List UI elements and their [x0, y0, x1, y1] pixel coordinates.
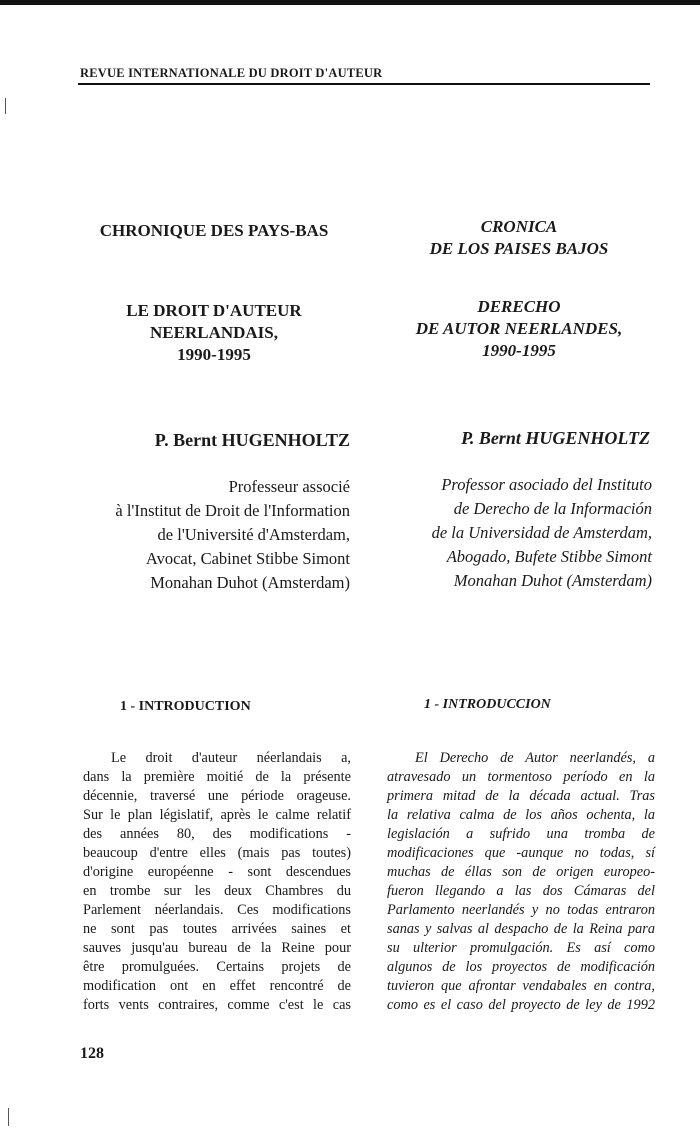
body-line: legislación a sufrido una tromba de	[387, 826, 655, 842]
article-title-fr-line: 1990-1995	[177, 345, 251, 364]
body-line: muchas de éllas son de origen europeo-	[387, 864, 655, 880]
page-number: 128	[80, 1045, 104, 1062]
affiliation-line: Avocat, Cabinet Stibbe Simont	[145, 549, 350, 568]
body-line: Parlamento neerlandés y no todas entraron	[387, 902, 655, 918]
affiliation-line: de Derecho de la Información	[453, 499, 652, 518]
affiliation-line: Monahan Duhot (Amsterdam)	[453, 571, 652, 590]
article-title-fr	[78, 300, 350, 366]
body-line: la relativa calma de los años ochenta, la	[387, 807, 655, 823]
body-line: Parlement néerlandais. Ces modifications	[83, 902, 351, 918]
affiliation-line: Professeur associé	[228, 477, 350, 496]
left-margin-mark-top	[5, 98, 6, 114]
article-title-fr-line: NEERLANDAIS,	[150, 323, 278, 342]
body-line: El Derecho de Autor neerlandés, a	[415, 750, 655, 766]
running-header: REVUE INTERNATIONALE DU DROIT D'AUTEUR	[80, 66, 383, 80]
affiliation-line: Monahan Duhot (Amsterdam)	[150, 573, 350, 592]
body-line: Sur le plan législatif, après le calme relatif	[83, 807, 351, 823]
body-line: su ulterior promulgación. Es así como	[387, 940, 655, 956]
body-line: d'origine européenne - sont descendues	[83, 864, 351, 880]
body-line: Le droit d'auteur néerlandais a,	[111, 750, 351, 766]
chronicle-title-es	[388, 216, 650, 260]
author-name-es: P. Bernt HUGENHOLTZ	[461, 428, 650, 448]
body-line: algunos de los proyectos de modificación	[387, 959, 655, 975]
left-margin-mark-bottom	[8, 1108, 9, 1126]
author-affiliation-fr	[40, 475, 350, 595]
section-heading-es: 1 - INTRODUCCION	[424, 697, 551, 712]
affiliation-line: de l'Université d'Amsterdam,	[157, 525, 350, 544]
article-title-fr-line: LE DROIT D'AUTEUR	[126, 301, 302, 320]
body-line: fueron llegando a las dos Cámaras del	[387, 883, 655, 899]
chronicle-title-fr: CHRONIQUE DES PAYS-BAS	[99, 221, 329, 240]
body-text-es	[387, 749, 655, 1015]
body-line: modification ont en effet rencontré de	[83, 978, 351, 994]
body-line: modificaciones que -aunque no todas, sí	[387, 845, 655, 861]
author-affiliation-es	[380, 473, 652, 593]
article-title-es-line: DE AUTOR NEERLANDES,	[415, 319, 623, 338]
body-line: beaucoup d'entre elles (mais pas toutes)	[83, 845, 351, 861]
body-line: être promulguées. Certains projets de	[83, 959, 351, 975]
section-heading-fr: 1 - INTRODUCTION	[120, 699, 251, 714]
article-title-es	[388, 296, 650, 362]
body-line: tuvieron que afrontar vendabales en contra,	[387, 978, 655, 994]
body-line: des années 80, des modifications -	[83, 826, 351, 842]
body-text-fr	[83, 749, 351, 1015]
body-line: sauves jusqu'au bureau de la Reine pour	[83, 940, 351, 956]
article-title-es-line: 1990-1995	[482, 341, 556, 360]
body-line: sanas y salvas al despacho de la Reina para	[387, 921, 655, 937]
body-line: en trombe sur les deux Chambres du	[83, 883, 351, 899]
affiliation-line: à l'Institut de Droit de l'Information	[115, 501, 350, 520]
header-rule	[78, 83, 650, 85]
body-line: como es el caso del proyecto de ley de 1992	[387, 997, 655, 1013]
chronicle-title-es-line: CRONICA	[480, 217, 558, 236]
body-line: forts vents contraires, comme c'est le cas	[83, 997, 351, 1013]
body-line: dans la première moitié de la présente	[83, 769, 351, 785]
affiliation-line: Abogado, Bufete Stibbe Simont	[446, 547, 652, 566]
body-line: atravesado un tormentoso período en la	[387, 769, 655, 785]
author-name-fr: P. Bernt HUGENHOLTZ	[154, 430, 350, 450]
body-line: décennie, traversé une période orageuse.	[83, 788, 351, 804]
affiliation-line: Professor asociado del Instituto	[441, 475, 652, 494]
body-line: primera mitad de la década actual. Tras	[387, 788, 655, 804]
article-title-es-line: DERECHO	[477, 297, 561, 316]
body-line: ne sont pas toutes arrivées saines et	[83, 921, 351, 937]
top-border-bar	[0, 0, 700, 5]
chronicle-title-es-line: DE LOS PAISES BAJOS	[429, 239, 609, 258]
affiliation-line: de la Universidad de Amsterdam,	[431, 523, 652, 542]
